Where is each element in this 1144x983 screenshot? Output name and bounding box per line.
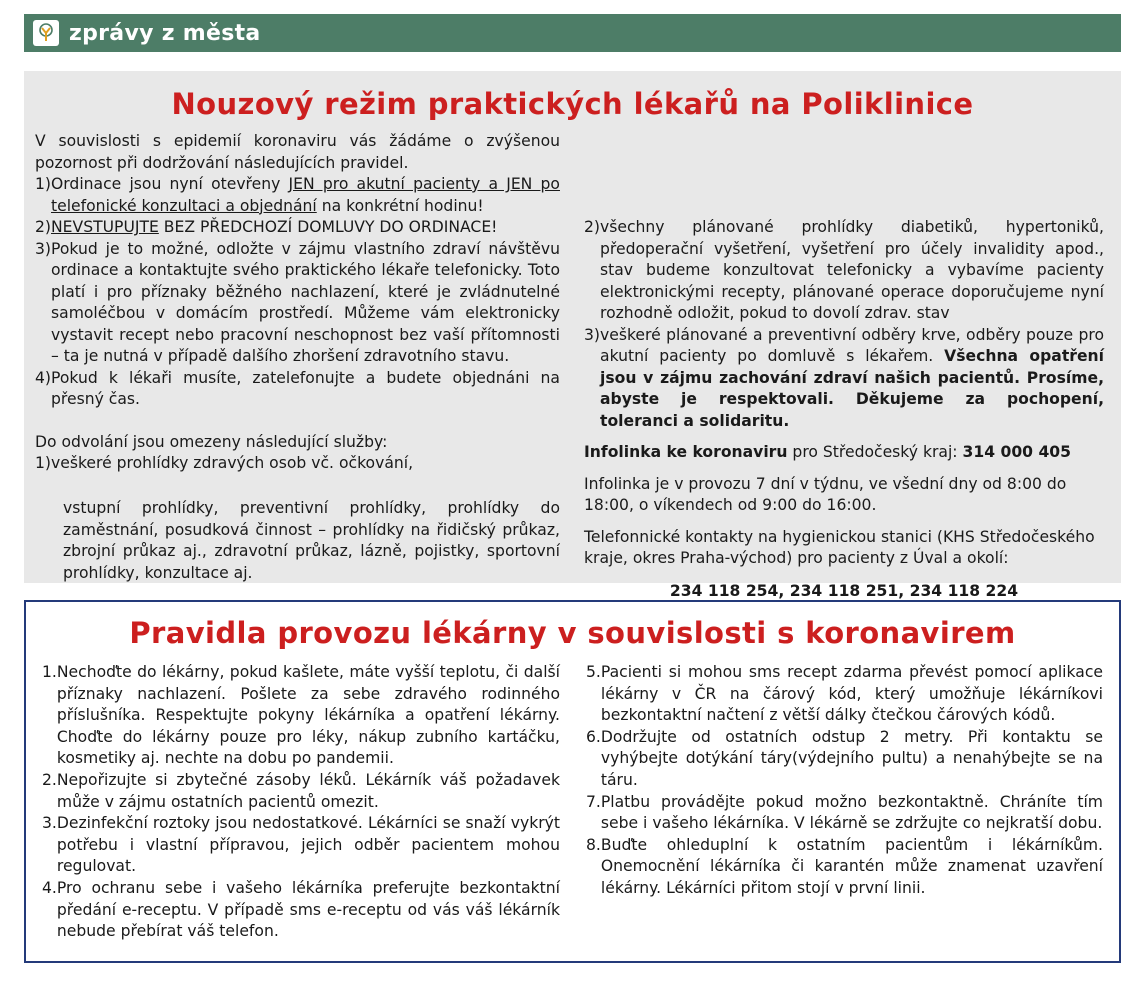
rule-text: Ordinace jsou nyní otevřeny [51, 175, 289, 193]
rule-item-3 [35, 239, 560, 368]
rule-text: Pokud k lékaři musíte, zatelefonujte a budete objednáni na přesný čas. [51, 368, 560, 408]
rule-underlined-text: JEN pro akutní pacienty a JEN po telefonické konzultaci a objednání [51, 175, 560, 215]
pharmacy-rule-text: Pacienti si mohou sms recept zdarma převést pomocí aplikace lékárny v ČR na čárový kód, který umožňuje lékárníkovi bezkontaktní načtení z větší dálky čtečkou čárových kódů. [600, 663, 1103, 725]
bold-appeal-text: Všechna opatření jsou v zájmu zachování zdraví našich pacientů. Prosíme, abyste je respektovali. Děkujeme za pochopení, toleranci a solidaritu. [600, 347, 1104, 430]
pharmacy-rule-item [42, 813, 560, 878]
pharmacy-rule-text: Pro ochranu sebe i vašeho lékárníka preferujte bezkontaktní předání e-receptu. V případě sms e-receptu od vás váš lékárník nebude přebírat váš telefon. [56, 878, 560, 941]
service-number: 2) [584, 218, 601, 236]
article-doctors-box [24, 71, 1121, 600]
service-item-1 [35, 453, 560, 475]
service-text: všechny plánované prohlídky diabetiků, hypertoniků, předoperační vyšetření, vyšetření pro účely invalidity apod., stav budeme konzultovat telefonicky a vybavíme pacienty elektronickými recepty, plánované operace doporučujeme nyní rozhodně odložit, pokud to dovolí zdrav. stav [600, 218, 1104, 322]
pharmacy-rule-number: 8. [586, 835, 601, 854]
rule-text: Pokud je to možné, odložte v zájmu vlastního zdraví návštěvu ordinace a kontaktujte svého praktického lékaře telefonicky. Toto platí i pro příznaky běžného nachlazení, které je zvládnutelné samoléčbou v domácím prostředí. Můžeme vám elektronicky vystavit recept nebo pracovní neschopnost bez vaší přítomnosti – ta je nutná v případě dalšího zhoršení zdravotního stavu. [51, 239, 560, 365]
pharmacy-rule-text: Dodržujte od ostatních odstup 2 metry. Při kontaktu se vyhýbejte dotýkání táry(výdejního pultu) a nenahýbejte se na táru. [600, 727, 1103, 789]
rule-text: BEZ PŘEDCHOZÍ DOMLUVY DO ORDINACE! [158, 218, 498, 236]
pharmacy-rule-item [586, 727, 1103, 792]
khs-contacts-text: Telefonnické kontakty na hygienickou stanici (KHS Středočeského kraje, okres Praha-východ) pro pacienty z Úval a okolí: [584, 527, 1095, 567]
tree-logo-icon [33, 20, 59, 46]
service-text: veškeré plánované a preventivní odběry krve, odběry pouze pro akutní pacienty po domluvě s lékařem. [600, 325, 1104, 365]
article-pharmacy-box [24, 600, 1121, 963]
intro-paragraph: V souvislosti s epidemií koronaviru vás žádáme o zvýšenou pozornost při dodržování následujících pravidel. [35, 132, 560, 172]
pharmacy-rule-text: Platbu provádějte pokud možno bezkontaktně. Chráníte tím sebe i vašeho lékárníka. V lékárně se zdržujte co nejkratší dobu. [600, 792, 1103, 833]
infolinka-line [584, 442, 1104, 464]
pharmacy-rule-item [586, 835, 1103, 900]
services-intro: Do odvolání jsou omezeny následující služby: [35, 432, 388, 451]
service-text: veškeré prohlídky zdravých osob vč. očkování, [51, 454, 414, 472]
pharmacy-rule-number: 2. [42, 770, 57, 789]
infolinka-hours: Infolinka je v provozu 7 dní v týdnu, ve všední dny od 8:00 do 18:00, o víkendech od 9:00 do 16:00. [584, 474, 1067, 514]
service-1-continuation-right [584, 131, 1104, 217]
rule-number: 2) [35, 218, 52, 236]
article-pharmacy-title: Pravidla provozu lékárny v souvislosti s koronavirem [129, 616, 1016, 650]
pharmacy-rule-item [42, 662, 560, 770]
infolinka-region: pro Středočeský kraj: [787, 443, 963, 461]
section-header-bar [24, 14, 1121, 52]
pharmacy-rule-item [42, 770, 560, 813]
pharmacy-rule-text: Nepořizujte si zbytečné zásoby léků. Lékárník váš požadavek může v zájmu ostatních pacientů omezit. [56, 770, 560, 811]
rule-number: 1) [35, 175, 52, 193]
service-1-continuation-left [63, 498, 560, 584]
pharmacy-rule-number: 5. [586, 663, 601, 681]
rule-text-end: na konkrétní hodinu! [316, 196, 484, 215]
rule-number: 3) [35, 239, 52, 258]
rule-item-1 [35, 174, 560, 217]
rule-item-2 [35, 217, 560, 239]
rule-underlined-text: NEVSTUPUJTE [51, 218, 159, 236]
article-doctors-right-column [584, 131, 1104, 602]
pharmacy-rules-right-column [586, 662, 1103, 900]
service-text-continued: vstupní prohlídky, preventivní prohlídky, prohlídky do zaměstnání, posudková činnost – prohlídky na řidičský průkaz, zbrojní průkaz aj., zdravotní průkaz, lázně, pojistky, sportovní prohlídky, konzultace aj. [63, 499, 560, 582]
section-title: zprávy z města [69, 20, 261, 46]
pharmacy-rule-item [586, 662, 1103, 727]
service-item-2 [584, 217, 1104, 325]
pharmacy-rule-number: 1. [42, 663, 57, 681]
khs-phone-numbers: 234 118 254, 234 118 251, 234 118 224 [669, 581, 1019, 600]
pharmacy-rule-number: 7. [586, 792, 601, 811]
pharmacy-rule-text: Buďte ohleduplní k ostatním pacientům i lékárníkům. Onemocnění lékárníka či karantén může znamenat uzavření lékárny. Lékárníci přitom stojí v první linii. [600, 835, 1103, 897]
rule-number: 4) [35, 368, 52, 387]
service-number: 1) [35, 454, 52, 472]
pharmacy-rule-text: Nechoďte do lékárny, pokud kašlete, máte vyšší teplotu, či další příznaky nachlazení. Pošlete za sebe zdravého rodinného příslušníka. Respektujte pokyny lékárníka a opatření lékárny. Choďte do lékárny pouze pro léky, nákup zubního kartáčku, kosmetiky aj. nechte na dobu po pandemii. [56, 663, 560, 768]
rule-item-4 [35, 368, 560, 411]
infolinka-number: 314 000 405 [962, 443, 1072, 461]
pharmacy-rule-number: 6. [586, 727, 601, 746]
pharmacy-rules-left-column [42, 662, 560, 943]
pharmacy-rule-text: Dezinfekční roztoky jsou nedostatkové. Lékárníci se snaží vykrýt potřebu i vlastní přípravou, jejich odběr pacientem mohou regulovat. [56, 814, 560, 876]
service-number: 3) [584, 325, 601, 344]
pharmacy-rule-number: 4. [42, 878, 57, 897]
article-doctors-left-column [35, 131, 560, 475]
pharmacy-rule-item [42, 878, 560, 943]
infolinka-label: Infolinka ke koronaviru [584, 443, 788, 461]
article-doctors-title: Nouzový režim praktických lékařů na Poliklinice [171, 87, 974, 121]
pharmacy-rule-item [586, 792, 1103, 835]
pharmacy-rule-number: 3. [42, 814, 57, 833]
service-item-3 [584, 325, 1104, 433]
